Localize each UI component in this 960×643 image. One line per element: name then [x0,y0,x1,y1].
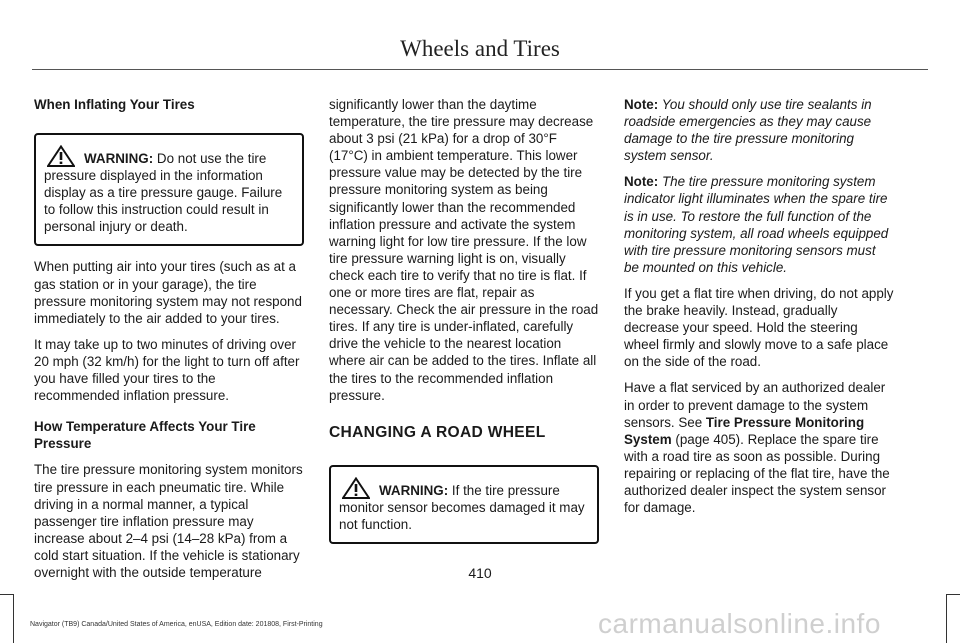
crop-mark [946,594,947,643]
note-text: You should only use tire sealants in roadside emergencies as they may cause damage to the tire pressure monitoring system sensor. [624,97,872,164]
note-tire-sealants [624,96,894,164]
warning-text: monitor sensor becomes damaged it may not function. [339,499,585,532]
crop-mark [13,594,14,643]
title-divider [32,69,928,70]
warning-label: WARNING: [84,151,154,166]
paragraph-flat-tire: If you get a flat tire when driving, do not apply the brake heavily. Instead, gradually decrease your speed. Hold the steering wheel firmly and slowly move to a safe place on the side of the road. [624,285,894,370]
section-heading-changing-wheel: CHANGING A ROAD WHEEL [329,423,546,441]
paragraph-two-minutes: It may take up to two minutes of driving over 20 mph (32 km/h) for the light to turn off after you have filled your tires to the recommended inflation pressure. [34,336,300,404]
heading-temperature: How Temperature Affects Your Tire Pressure [34,419,256,452]
edition-footer: Navigator (TB9) Canada/United States of America, enUSA, Edition date: 201808, First-Printing [30,621,323,628]
link-tire-pressure-monitoring[interactable]: Tire Pressure Monitoring System [624,414,865,447]
column-middle [329,96,599,556]
note-label: Note: [624,174,659,190]
warning-triangle-icon [342,477,370,499]
crop-mark [0,594,13,595]
dealer-text-start: Have a flat serviced by an authorized dealer in order to prevent damage to the system sensors. See [624,380,886,430]
dealer-text-end: (page 405). Replace the spare tire with a road tire as soon as possible. During repairing or replacing of the flat tire, have the authorized dealer inspect the system sensor for damage. [624,431,890,516]
page-title: Wheels and Tires [400,36,560,61]
column-left [34,96,304,590]
warning-text: pressure displayed in the information display as a tire pressure gauge. Failure to follow this instruction could result in personal injury or death. [44,168,283,235]
note-text: The tire pressure monitoring system indicator light illuminates when the spare tire is in use. To restore the full function of the monitoring system, all road wheels equipped with tire pressure monitoring sensors must be mounted on this vehicle. [624,174,889,275]
warning-text-start: If the tire pressure [448,482,560,498]
paragraph-temperature-drop: significantly lower than the daytime temperature, the tire pressure may decrease about 3 psi (21 kPa) for a drop of 30°F (17°C) in ambient temperature. This lower pressure value may be detected by the tire pressure monitoring system as being significantly lower than the recommended inflation pressure and activate the system warning light for low tire pressure. If the low tire pressure warning light is on, visually check each tire to verify that no tire is flat. If one or more tires are flat, repair as necessary. Check the air pressure in the road tires. If any tire is under-inflated, carefully drive the vehicle to the nearest location where air can be added to the tires. Inflate all the tires to the recommended inflation pressure. [329,97,599,403]
warning-triangle-icon [47,145,75,167]
heading-when-inflating: When Inflating Your Tires [34,97,195,112]
warning-text-start: Do not use the tire [153,151,267,166]
note-label: Note: [624,97,659,112]
warning-box-gauge [34,133,304,246]
paragraph-putting-air: When putting air into your tires (such as at a gas station or in your garage), the tire pressure monitoring system may not respond immediately to the air added to your tires. [34,259,302,326]
column-right [624,96,894,525]
warning-label: WARNING: [379,482,449,498]
watermark: carmanualsonline.info [598,608,881,639]
page-number: 410 [468,565,492,581]
warning-box-sensor [329,465,599,544]
note-spare-tire [624,173,894,276]
paragraph-monitoring: The tire pressure monitoring system monitors tire pressure in each pneumatic tire. While driving in a normal manner, a typical passenger tire inflation pressure may increase about 2–4 psi (14–28 kPa) from a cold start situation. If the vehicle is stationary overnight with the outside temperature [34,462,303,580]
paragraph-dealer-service [624,379,894,516]
crop-mark [947,594,960,595]
